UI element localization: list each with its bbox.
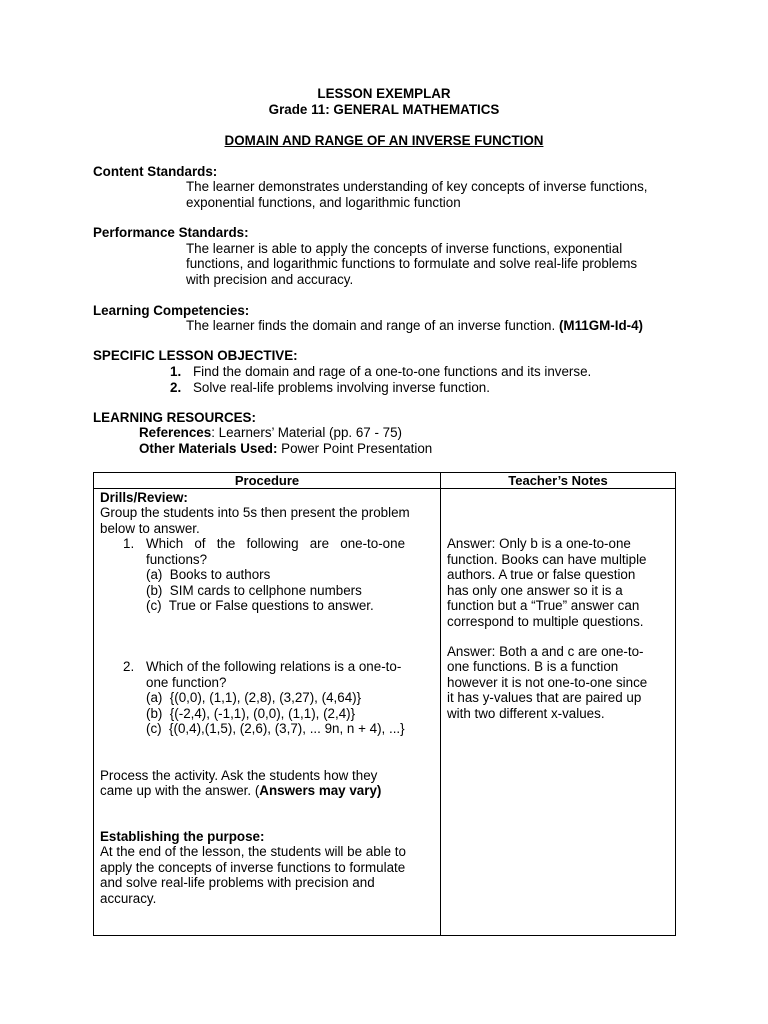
objective-label: SPECIFIC LESSON OBJECTIVE: bbox=[93, 348, 298, 363]
lesson-topic: DOMAIN AND RANGE OF AN INVERSE FUNCTION bbox=[224, 133, 544, 148]
learning-competencies-text bbox=[186, 318, 686, 334]
references-label: References bbox=[139, 425, 212, 440]
purpose-label: Establishing the purpose: bbox=[100, 829, 265, 844]
q2-line-2: one function? bbox=[146, 675, 227, 690]
performance-standards-label: Performance Standards: bbox=[93, 225, 249, 240]
other-materials-line bbox=[139, 441, 432, 457]
purpose-line-4: accuracy. bbox=[100, 891, 157, 906]
performance-standards-line-1: The learner is able to apply the concepts of inverse functions, exponential bbox=[186, 241, 623, 256]
drills-label: Drills/Review: bbox=[100, 490, 188, 505]
q1-number: 1. bbox=[123, 536, 135, 551]
note2-line-2: one functions. B is a function bbox=[447, 659, 619, 674]
note2-line-1: Answer: Both a and c are one-to- bbox=[447, 644, 644, 659]
competency-text: The learner finds the domain and range of an inverse function. bbox=[186, 318, 556, 333]
q1-option-c: (c) True or False questions to answer. bbox=[146, 598, 374, 613]
q2-number: 2. bbox=[123, 659, 135, 674]
note1-line-3: authors. A true or false question bbox=[447, 567, 636, 582]
references-value: : Learners’ Material (pp. 67 - 75) bbox=[211, 425, 402, 440]
note2-line-5: with two different x-values. bbox=[447, 706, 605, 721]
process-bold: Answers may vary) bbox=[259, 783, 382, 798]
procedure-table bbox=[93, 472, 676, 936]
purpose-line-2: apply the concepts of inverse functions to formulate bbox=[100, 860, 406, 875]
resources-label: LEARNING RESOURCES: bbox=[93, 410, 256, 425]
process-text: came up with the answer. ( bbox=[100, 783, 260, 798]
q1-line-2: functions? bbox=[146, 552, 208, 567]
objective-text-1: Find the domain and rage of a one-to-one functions and its inverse. bbox=[193, 364, 592, 379]
note1-line-6: correspond to multiple questions. bbox=[447, 614, 644, 629]
process-line-1: Process the activity. Ask the students how they bbox=[100, 768, 378, 783]
content-standards-label: Content Standards: bbox=[93, 164, 218, 179]
purpose-line-1: At the end of the lesson, the students will be able to bbox=[100, 844, 406, 859]
q1-option-b: (b) SIM cards to cellphone numbers bbox=[146, 583, 362, 598]
learning-competencies-label: Learning Competencies: bbox=[93, 303, 250, 318]
procedure-cell bbox=[94, 489, 441, 936]
note2-line-3: however it is not one-to-one since bbox=[447, 675, 648, 690]
note1-line-2: function. Books can have multiple bbox=[447, 552, 647, 567]
q1-line-1: Which of the following are one-to-one bbox=[146, 536, 406, 551]
performance-standards-line-3: with precision and accuracy. bbox=[186, 272, 354, 287]
note1-line-4: has only one answer so it is a bbox=[447, 583, 623, 598]
q2-option-a: (a) {(0,0), (1,1), (2,8), (3,27), (4,64)} bbox=[146, 690, 362, 705]
other-materials-label: Other Materials Used: bbox=[139, 441, 278, 456]
competency-code: (M11GM-Id-4) bbox=[558, 318, 644, 333]
q2-line-1: Which of the following relations is a one-to- bbox=[146, 659, 402, 674]
note2-line-4: it has y-values that are paired up bbox=[447, 690, 642, 705]
procedure-header: Procedure bbox=[94, 473, 441, 489]
process-line-2 bbox=[100, 783, 381, 799]
intro-line-2: below to answer. bbox=[100, 521, 200, 536]
objective-text-2: Solve real-life problems involving inverse function. bbox=[193, 380, 490, 395]
q2-option-c: (c) {(0,4),(1,5), (2,6), (3,7), ... 9n, n + 4), ...} bbox=[146, 721, 405, 736]
q2-option-b: (b) {(-2,4), (-1,1), (0,0), (1,1), (2,4)} bbox=[146, 706, 356, 721]
content-standards-line-2: exponential functions, and logarithmic function bbox=[186, 195, 461, 210]
teachers-notes-cell bbox=[441, 489, 676, 936]
note1-line-5: function but a “True” answer can bbox=[447, 598, 640, 613]
grade-subject: Grade 11: GENERAL MATHEMATICS bbox=[268, 102, 500, 117]
purpose-line-3: and solve real-life problems with precision and bbox=[100, 875, 375, 890]
intro-line-1: Group the students into 5s then present the problem bbox=[100, 505, 410, 520]
objective-num-2: 2. bbox=[170, 380, 182, 395]
performance-standards-line-2: functions, and logarithmic functions to formulate and solve real-life problems bbox=[186, 256, 638, 271]
q1-option-a: (a) Books to authors bbox=[146, 567, 271, 582]
teachers-notes-header: Teacher’s Notes bbox=[441, 473, 676, 489]
references-line bbox=[139, 425, 402, 441]
note1-line-1: Answer: Only b is a one-to-one bbox=[447, 536, 631, 551]
objective-num-1: 1. bbox=[170, 364, 182, 379]
lesson-title: LESSON EXEMPLAR bbox=[317, 86, 451, 101]
content-standards-line-1: The learner demonstrates understanding of key concepts of inverse functions, bbox=[186, 179, 648, 194]
other-materials-value: Power Point Presentation bbox=[277, 441, 433, 456]
